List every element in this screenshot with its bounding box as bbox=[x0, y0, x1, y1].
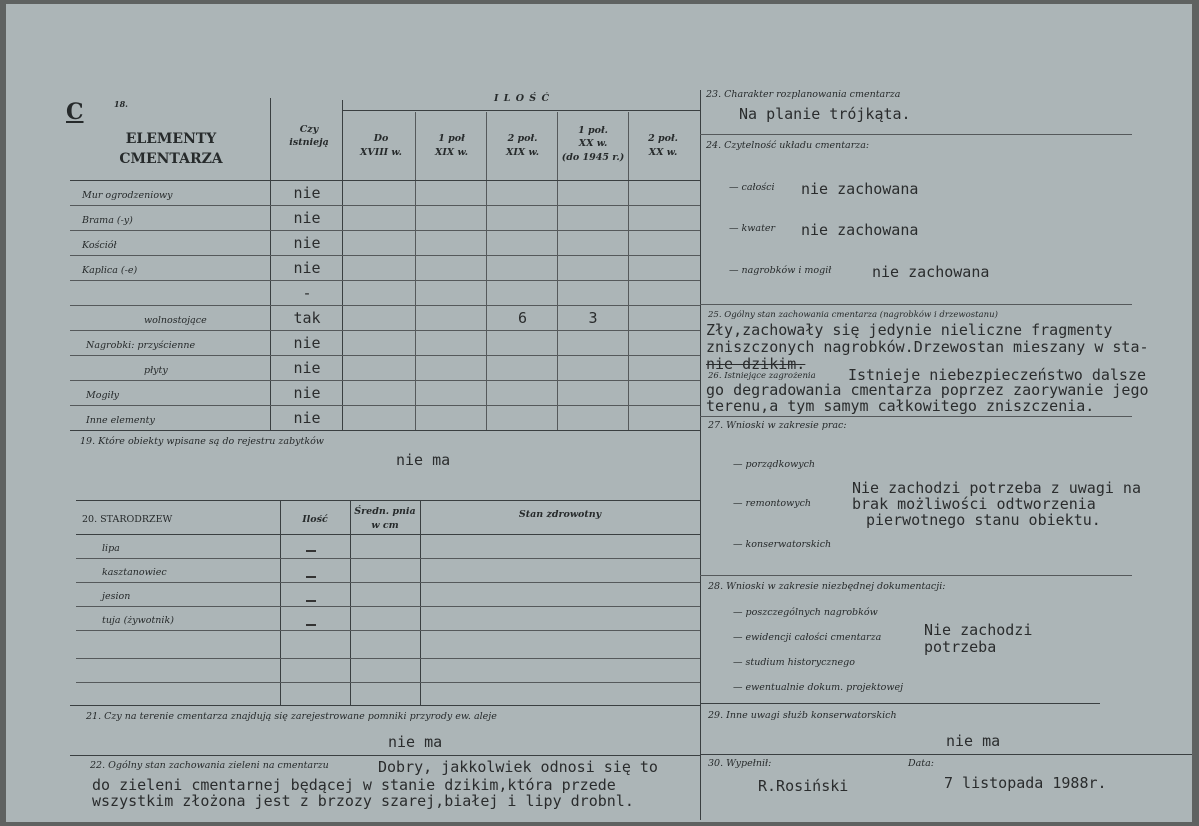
element-label: Kościół bbox=[82, 240, 117, 251]
s23-value: Na planie trójkąta. bbox=[739, 105, 911, 123]
s24-label: 24. Czytelność układu cmentarza: bbox=[706, 140, 870, 151]
tree-label: jesion bbox=[102, 591, 131, 602]
s18-title-line2: CMENTARZA bbox=[119, 151, 223, 167]
tree-label: lipa bbox=[102, 543, 120, 554]
quantity-value: 6 bbox=[517, 309, 528, 327]
s19-value: nie ma bbox=[396, 451, 451, 469]
s30-date: 7 listopada 1988r. bbox=[944, 774, 1107, 792]
tree-qty-dash bbox=[306, 576, 316, 578]
exists-value: tak bbox=[293, 309, 321, 327]
s20-col-pnia: w cm bbox=[371, 520, 399, 531]
s27-text: pierwotnego stanu obiektu. bbox=[866, 511, 1101, 529]
s22-text: Dobry, jakkolwiek odnosi się to bbox=[378, 758, 658, 776]
s28-item: — ewidencji całości cmentarza bbox=[733, 632, 882, 643]
tree-qty-dash bbox=[306, 550, 316, 552]
period-label: XIX w. bbox=[434, 147, 469, 158]
s27-item: — porządkowych bbox=[733, 459, 816, 470]
s24-item-label: — całości bbox=[729, 182, 775, 193]
s27-label: 27. Wnioski w zakresie prac: bbox=[708, 420, 847, 431]
s21-value: nie ma bbox=[388, 733, 443, 751]
s29-value: nie ma bbox=[946, 732, 1001, 750]
s22-text: wszystkim złożona jest z brzozy szarej,białej i lipy drobnl. bbox=[92, 792, 634, 810]
s24-item-value: nie zachowana bbox=[801, 180, 919, 198]
s22-text: do zieleni cmentarnej będącej w stanie dzikim,która przede bbox=[92, 776, 616, 794]
s20-col-stan: Stan zdrowotny bbox=[518, 509, 602, 520]
s29-label: 29. Inne uwagi służb konserwatorskich bbox=[708, 710, 897, 721]
s24-item-value: nie zachowana bbox=[801, 221, 919, 239]
s24-item-value: nie zachowana bbox=[872, 263, 990, 281]
element-label: Mogiły bbox=[86, 390, 120, 401]
s27-text: brak możliwości odtworzenia bbox=[852, 495, 1096, 513]
tree-label: tuja (żywotnik) bbox=[102, 615, 174, 626]
s21-label: 21. Czy na terenie cmentarza znajdują się zarejestrowane pomniki przyrody ew. aleje bbox=[86, 711, 497, 722]
s27-item: — konserwatorskich bbox=[733, 539, 832, 550]
period-label: Do bbox=[373, 133, 389, 144]
s18-number: 18. bbox=[114, 99, 128, 109]
s18-title-line1: ELEMENTY bbox=[125, 131, 217, 147]
s20-col-ilosc: Ilość bbox=[302, 514, 328, 525]
czy-header-line2: istnieją bbox=[289, 137, 329, 148]
element-label: Nagrobki: przyścienne bbox=[86, 340, 196, 351]
s26-text: go degradowania cmentarza poprzez zaorywanie jego bbox=[706, 381, 1149, 399]
s22-label: 22. Ogólny stan zachowania zieleni na cmentarzu bbox=[90, 760, 329, 771]
exists-value: nie bbox=[293, 384, 321, 402]
s30-label: 30. Wypełnił: bbox=[708, 758, 772, 769]
quantity-value: 3 bbox=[588, 309, 598, 327]
element-label: płyty bbox=[144, 365, 168, 376]
period-label: XVIII w. bbox=[360, 147, 402, 158]
s20-col-pnia: Średn. pnia bbox=[354, 506, 416, 517]
s25-text: Zły,zachowały się jedynie nieliczne fragmenty bbox=[706, 321, 1113, 339]
period-label: XX w. bbox=[648, 147, 678, 158]
s27-text: Nie zachodzi potrzeba z uwagi na bbox=[852, 479, 1141, 497]
element-label: Brama (-y) bbox=[82, 215, 133, 226]
tree-qty-dash bbox=[306, 600, 316, 602]
s28-label: 28. Wnioski w zakresie niezbędnej dokumentacji: bbox=[708, 581, 946, 592]
s28-text: Nie zachodzi bbox=[924, 621, 1033, 639]
period-label: XIX w. bbox=[505, 147, 540, 158]
s20-title: 20. STARODRZEW bbox=[82, 514, 173, 525]
period-label: 1 poł bbox=[438, 133, 465, 144]
s19-label: 19. Które obiekty wpisane są do rejestru zabytków bbox=[80, 436, 324, 447]
exists-value: nie bbox=[293, 359, 321, 377]
period-label: (do 1945 r.) bbox=[561, 152, 625, 163]
exists-value: nie bbox=[293, 409, 321, 427]
s26-text: Istnieje niebezpieczeństwo dalsze bbox=[848, 366, 1147, 384]
s24-item-label: — nagrobków i mogił bbox=[729, 265, 832, 276]
ilosc-header: I L O Ś Ć bbox=[493, 93, 551, 104]
element-label: wolnostojące bbox=[144, 315, 207, 326]
s30-name: R.Rosiński bbox=[758, 777, 849, 795]
period-label: 2 poł. bbox=[507, 133, 538, 144]
section-letter: C bbox=[66, 99, 84, 125]
record-card bbox=[6, 4, 1192, 822]
s25-text: nie dzikim. bbox=[706, 355, 806, 373]
element-label: Inne elementy bbox=[86, 415, 155, 426]
period-label: XX w. bbox=[578, 138, 608, 149]
exists-value: nie bbox=[293, 259, 321, 277]
element-label: Mur ogrodzeniowy bbox=[82, 190, 173, 201]
s23-label: 23. Charakter rozplanowania cmentarza bbox=[706, 89, 901, 100]
exists-value: nie bbox=[293, 209, 321, 227]
period-label: 1 poł. bbox=[578, 125, 608, 136]
s28-text: potrzeba bbox=[924, 638, 997, 656]
s26-label: 26. Istniejące zagrożenia bbox=[708, 371, 816, 381]
period-label: 2 poł. bbox=[648, 133, 678, 144]
element-label: Kaplica (-e) bbox=[82, 265, 138, 276]
s24-item-label: — kwater bbox=[729, 223, 776, 234]
s28-item: — ewentualnie dokum. projektowej bbox=[733, 682, 904, 693]
exists-value: nie bbox=[293, 334, 321, 352]
s25-text: zniszczonych nagrobków.Drzewostan mieszany w sta- bbox=[706, 338, 1149, 356]
exists-value: - bbox=[302, 284, 312, 302]
tree-qty-dash bbox=[306, 624, 316, 626]
tree-label: kasztanowiec bbox=[102, 567, 167, 578]
exists-value: nie bbox=[293, 234, 321, 252]
s28-item: — poszczególnych nagrobków bbox=[733, 607, 878, 618]
s26-text: terenu,a tym samym całkowitego zniszczenia. bbox=[706, 397, 1095, 415]
s30-date-label: Data: bbox=[908, 758, 934, 769]
czy-header-line1: Czy bbox=[299, 124, 319, 135]
s27-item: — remontowych bbox=[733, 498, 812, 509]
s25-label: 25. Ogólny stan zachowania cmentarza (nagrobków i drzewostanu) bbox=[708, 310, 998, 320]
exists-value: nie bbox=[293, 184, 321, 202]
s28-item: — studium historycznego bbox=[733, 657, 855, 668]
